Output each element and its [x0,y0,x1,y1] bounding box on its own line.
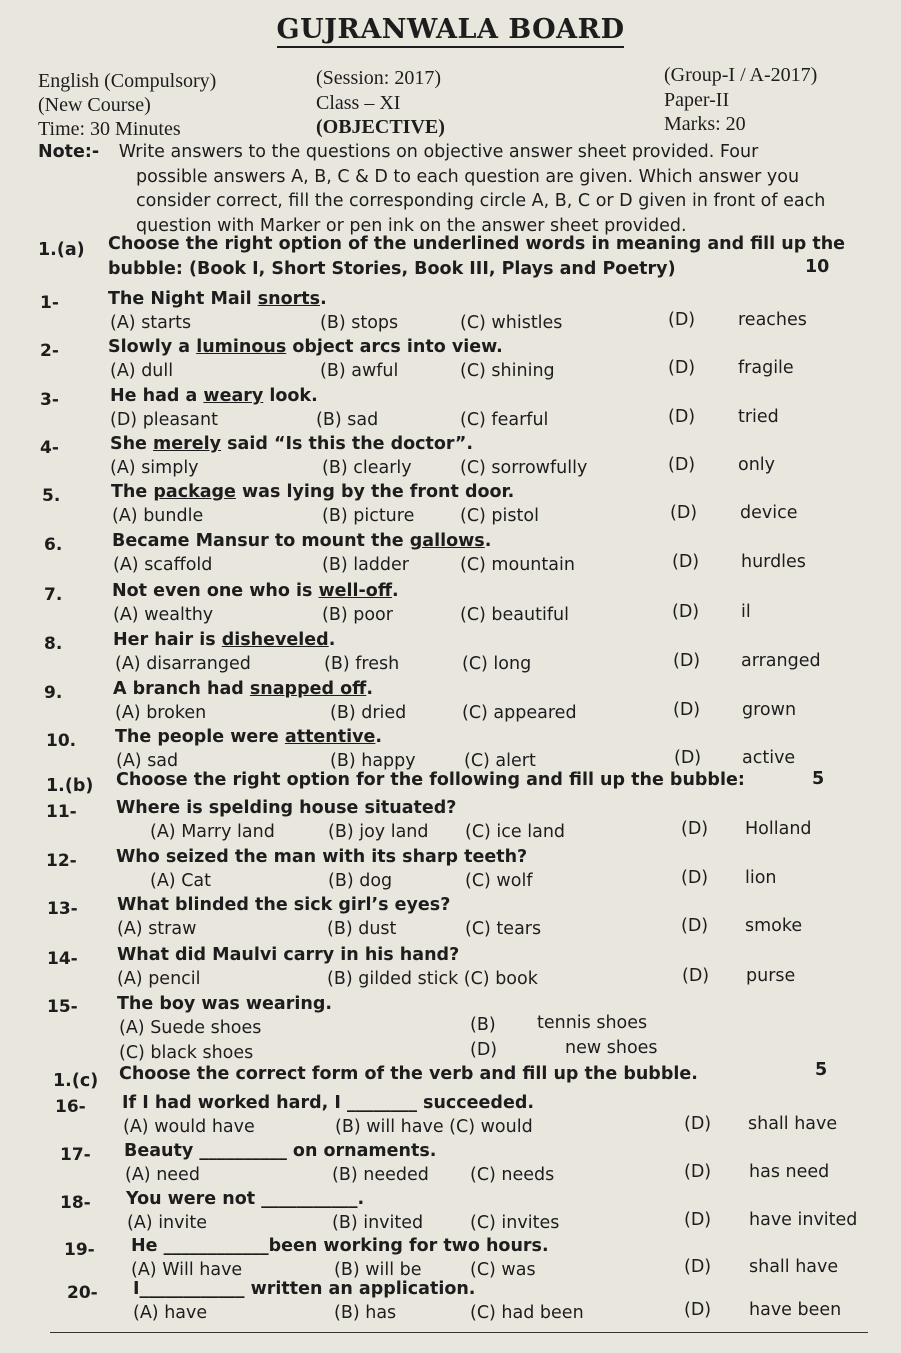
option-c: (C) alert [464,751,536,771]
section-a-instruction-2: bubble: (Book I, Short Stories, Book III, Plays and Poetry) [108,259,676,279]
option-b: (B) stops [320,313,399,333]
option-a: (A) bundle [112,506,204,526]
question-text-end: . [484,531,492,551]
option-d-value: fragile [738,358,794,378]
option-d-label: (D) [670,503,698,523]
question-text-start: He [131,1236,164,1256]
option-d-value: new shoes [565,1038,658,1058]
option-a: (A) invite [127,1213,207,1233]
question-text-end: . [320,289,327,309]
question-text-start: What did Maulvi carry in his hand? [117,945,460,965]
question-number: 10. [46,731,77,751]
question-number: 13- [47,899,78,919]
option-c: (C) whistles [460,313,563,333]
question-text [133,1279,475,1299]
underlined-word: package [153,482,236,502]
option-d-label: (D) [681,819,709,839]
group-label: (Group-I / A-2017) [664,64,818,86]
option-c: (C) had been [470,1303,584,1323]
question-number: 12- [46,851,77,871]
option-a: (A) Suede shoes [119,1018,262,1038]
option-b: (B) dried [330,703,407,723]
option-d-label: (D) [668,455,696,475]
underlined-word: gallows [409,531,485,551]
option-d-label: (D) [672,552,700,572]
question-text [131,1236,549,1256]
question-text [116,847,527,867]
question-text-start: Where is spelding house situated? [116,798,457,818]
option-d-label: (D) [684,1210,712,1230]
paper-label: Paper-II [664,89,730,111]
option-d-label: (D) [674,748,702,768]
option-d-value: Holland [745,819,812,839]
question-number: 16- [55,1097,86,1117]
section-a-number: 1.(a) [38,240,85,260]
note-line-4: question with Marker or pen ink on the answer sheet provided. [136,215,687,236]
section-c-number: 1.(c) [53,1071,99,1091]
option-d-value: has need [749,1162,830,1182]
question-text-start: The [111,482,154,502]
marks-label: Marks: 20 [664,113,746,135]
option-c: (C) tears [465,919,542,939]
underlined-word: snapped off [249,679,367,699]
question-text [113,679,373,699]
option-d-label: (D) [682,966,710,986]
option-d: (D) [470,1040,498,1060]
option-d-value: il [741,602,751,622]
option-b: (B) clearly [322,458,412,478]
underlined-word: attentive [284,727,376,747]
option-c: (C) long [462,654,532,674]
fill-blank: __________ [199,1141,287,1161]
option-c: (C) needs [470,1165,555,1185]
option-d-value: have been [749,1300,842,1320]
question-text-start: Slowly a [108,337,197,357]
option-a: (A) pencil [117,969,201,989]
question-number: 5. [42,486,61,506]
option-d-label: (D) [684,1300,712,1320]
question-text-end: was lying by the front door. [235,482,515,502]
option-a: (A) sad [116,751,179,771]
section-b-number: 1.(b) [46,776,94,796]
option-d-label: (D) [668,310,696,330]
option-b: (B) has [334,1303,397,1323]
option-c: (C) black shoes [119,1043,254,1063]
question-number: 18- [60,1193,91,1213]
option-a: (A) disarranged [115,654,251,674]
option-d-label: (D) [681,868,709,888]
question-text [111,482,514,502]
question-text-start: The people were [115,727,285,747]
section-b-marks: 5 [812,769,825,789]
option-c: (C) wolf [465,871,533,891]
option-d-value: shall have [748,1114,838,1134]
underlined-word: snorts [257,289,321,309]
fill-blank: ____________ [163,1236,269,1256]
question-number: 15- [47,997,78,1017]
question-text-start: Became Mansur to mount the [112,531,410,551]
question-text [112,531,491,551]
option-a: (A) Cat [150,871,211,891]
question-text [117,945,459,965]
option-d-label: (D) [684,1114,712,1134]
question-text-start: Not even one who is [112,581,319,601]
note-line-3: consider correct, fill the corresponding circle A, B, C or D given in front of each [136,191,826,212]
option-d-value: only [738,455,776,475]
bottom-rule [50,1332,868,1333]
option-d-label: (D) [684,1162,712,1182]
class-label: Class – XI [316,92,401,114]
option-a: (A) have [133,1303,208,1323]
option-c: (C) mountain [460,555,575,575]
note-label: Note:- [38,142,100,162]
question-text-start: Beauty [124,1141,200,1161]
option-c: (C) sorrowfully [460,458,588,478]
option-b: (B) happy [330,751,416,771]
question-text [126,1189,364,1209]
option-d-value: tried [738,407,779,427]
question-text-end: . [392,581,399,601]
option-c: (C) fearful [460,410,549,430]
option-b: (B) needed [332,1165,429,1185]
option-a: (A) starts [110,313,192,333]
option-b: (B) sad [316,410,379,430]
option-d-label: (D) [673,651,701,671]
question-text [110,386,318,406]
question-text-start: She [110,434,154,454]
question-text-end: . [366,679,373,699]
option-b: (B) fresh [324,654,400,674]
option-c: (C) beautiful [460,605,569,625]
option-d-value: reaches [738,310,807,330]
question-text-start: Her hair is [113,630,222,650]
option-a: (A) Marry land [150,822,275,842]
question-text-end: . [328,630,336,650]
option-b: (B) gilded stick (C) book [327,969,538,989]
option-c: (C) was [470,1260,536,1280]
underlined-word: well-off [318,581,393,601]
question-text-start: If I had worked hard, I [122,1093,347,1113]
question-text [117,895,450,915]
option-d-label: (D) [673,700,701,720]
question-text-start: You were not [126,1189,262,1209]
question-number: 7. [44,585,63,605]
option-b: (B) joy land [328,822,429,842]
question-number: 11- [46,802,77,822]
option-d-label: (D) [672,602,700,622]
option-c: (C) ice land [465,822,566,842]
option-d-label: (D) [668,358,696,378]
option-d-value: device [740,503,798,523]
question-number: 6. [44,535,63,555]
note-line-2: possible answers A, B, C & D to each question are given. Which answer you [136,166,800,187]
option-c: (C) shining [460,361,555,381]
option-a: (A) scaffold [113,555,213,575]
option-b: (B) [470,1015,496,1035]
option-d-value: have invited [749,1210,858,1230]
question-text-end: object arcs into view. [286,337,503,357]
option-d-value: shall have [749,1257,839,1277]
question-text [122,1093,534,1113]
question-number: 17- [60,1145,91,1165]
option-d-label: (D) [668,407,696,427]
question-text [112,581,399,601]
question-text-end: succeeded. [416,1093,534,1113]
option-d-value: grown [742,700,797,720]
subject-label: English (Compulsory) [38,70,217,92]
option-d-value: smoke [745,916,803,936]
objective-label: (OBJECTIVE) [316,116,445,138]
question-number: 4- [40,438,59,458]
question-text-start: The Night Mail [108,289,258,309]
question-text: The boy was wearing. [117,994,332,1014]
note-line-1: Write answers to the questions on objective answer sheet provided. Four [118,142,759,162]
question-text-end: on ornaments. [286,1141,437,1161]
question-text-end: been working for two hours. [268,1236,549,1256]
fill-blank: ________ [346,1093,417,1113]
section-a-instruction-1: Choose the right option of the underlined words in meaning and fill up the [108,234,846,254]
question-number: 2- [40,341,59,361]
question-text-end: . [357,1189,365,1209]
option-b: (B) awful [320,361,399,381]
question-text [110,434,473,454]
option-d-value: active [742,748,796,768]
underlined-word: disheveled [221,630,329,650]
option-b: (B) invited [332,1213,424,1233]
section-c-marks: 5 [815,1060,828,1080]
underlined-word: merely [153,434,222,454]
question-text [116,798,456,818]
question-text-start: A branch had [113,679,250,699]
option-d-value: purse [746,966,796,986]
option-d-value: hurdles [741,552,806,572]
question-text-start: He had a [110,386,204,406]
question-number: 1- [40,293,59,313]
question-number: 9. [44,683,63,703]
question-number: 14- [47,949,78,969]
fill-blank: ____________ [139,1279,245,1299]
option-b: (B) will be [334,1260,422,1280]
question-text-start: Who seized the man with its sharp teeth? [116,847,528,867]
underlined-word: luminous [196,337,287,357]
course-label: (New Course) [38,94,151,116]
question-text-end: . [375,727,383,747]
option-d-value: arranged [741,651,821,671]
option-d-value: lion [745,868,777,888]
fill-blank: ___________ [261,1189,358,1209]
section-c-instruction: Choose the correct form of the verb and fill up the bubble. [119,1064,698,1084]
option-b: (B) ladder [322,555,409,575]
option-a: (D) pleasant [110,410,218,430]
question-text-end: look. [263,386,318,406]
underlined-word: weary [203,386,264,406]
option-b: (B) will have (C) would [335,1117,533,1137]
question-number: 3- [40,390,59,410]
option-d-label: (D) [681,916,709,936]
question-text [124,1141,436,1161]
section-b-instruction: Choose the right option for the following and fill up the bubble: [116,770,745,790]
option-b: (B) poor [322,605,393,625]
option-b: (B) dust [327,919,397,939]
option-a: (A) broken [115,703,207,723]
question-text [115,727,382,747]
option-a: (A) wealthy [113,605,214,625]
question-text-start: What blinded the sick girl’s eyes? [117,895,451,915]
option-b-value: tennis shoes [537,1013,648,1033]
option-b: (B) dog [328,871,393,891]
option-c: (C) pistol [460,506,539,526]
instructions-note [38,140,868,238]
question-text [108,289,327,309]
option-b: (B) picture [322,506,415,526]
question-text-end: said “Is this the doctor”. [221,434,474,454]
question-text-start: I [133,1279,140,1299]
option-a: (A) need [125,1165,200,1185]
question-text [108,337,503,357]
option-a: (A) Will have [131,1260,243,1280]
time-label: Time: 30 Minutes [38,118,181,140]
option-c: (C) invites [470,1213,560,1233]
question-number: 20- [67,1283,98,1303]
board-title: GUJRANWALA BOARD [0,14,901,45]
question-text [113,630,335,650]
session-label: (Session: 2017) [316,67,441,89]
question-text-end: written an application. [244,1279,476,1299]
option-a: (A) simply [110,458,199,478]
question-number: 19- [64,1240,95,1260]
question-number: 8. [44,634,63,654]
section-a-marks: 10 [805,257,830,277]
option-c: (C) appeared [462,703,577,723]
option-a: (A) straw [117,919,197,939]
option-d-label: (D) [684,1257,712,1277]
option-a: (A) would have [123,1117,255,1137]
option-a: (A) dull [110,361,174,381]
